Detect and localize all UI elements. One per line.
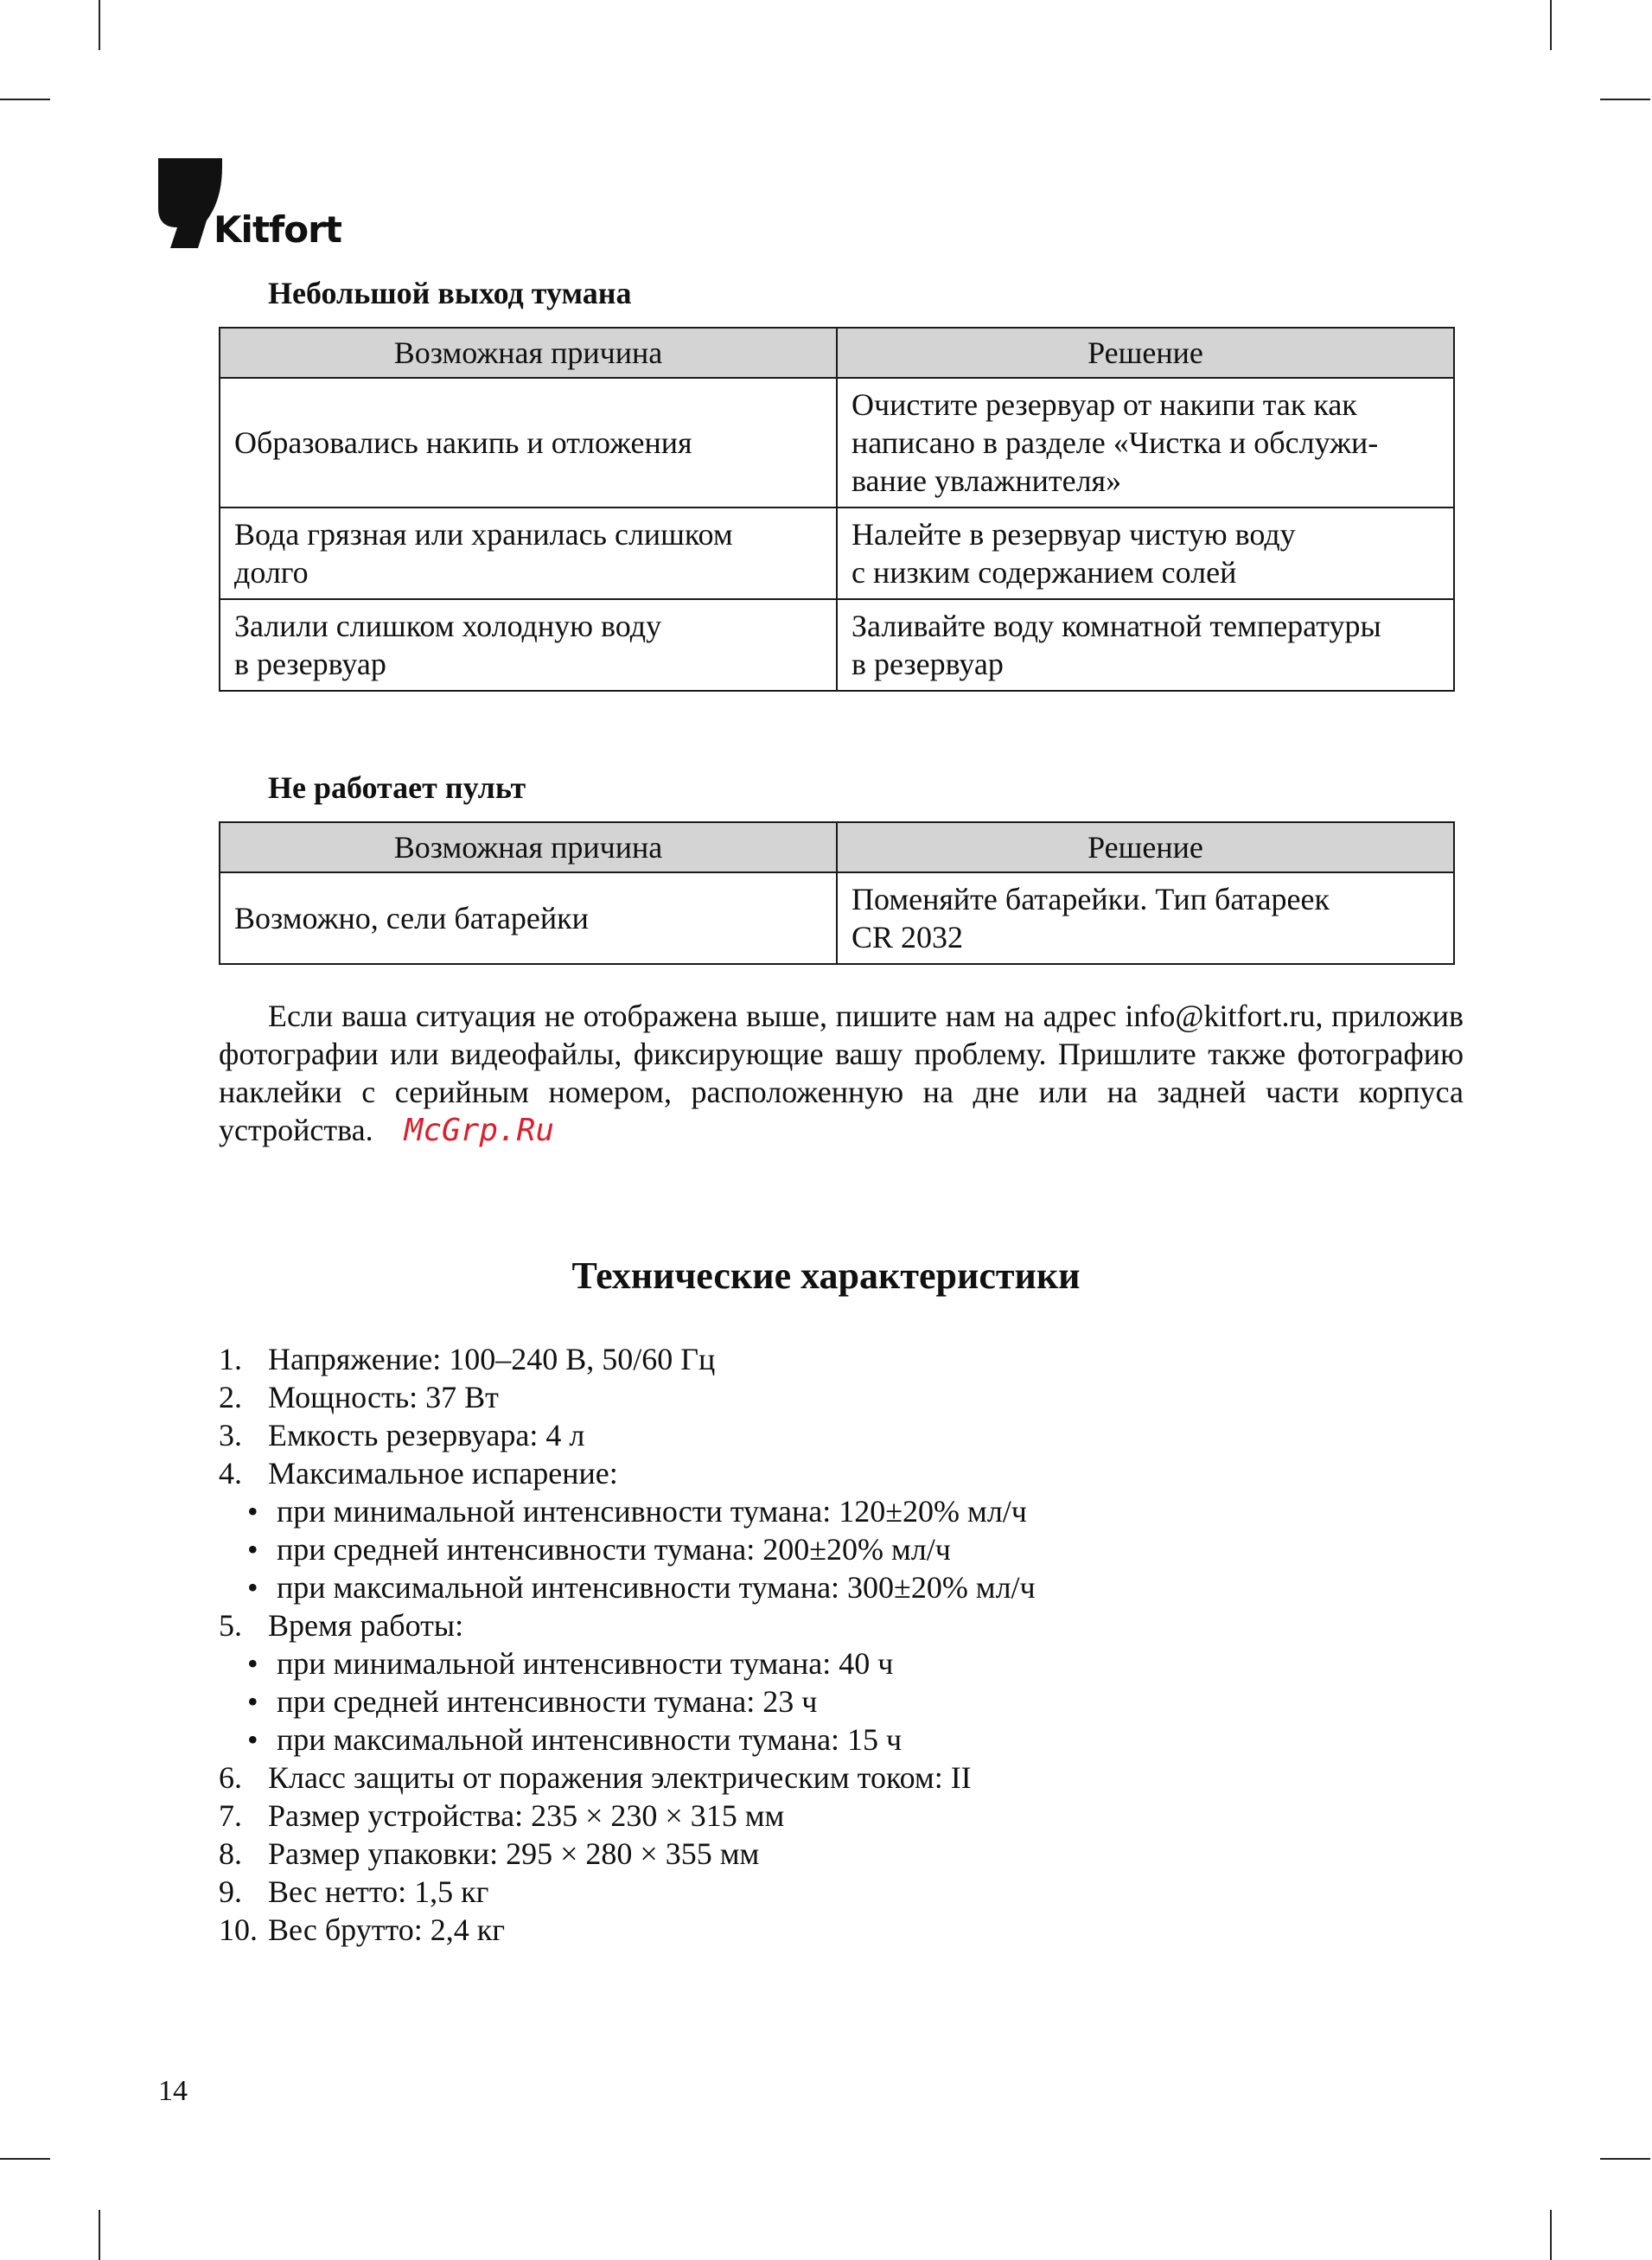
specs-list	[219, 1340, 1464, 1949]
spec-subitem	[247, 1530, 1464, 1568]
cause-cell: Залили слишком холодную воду в резервуар	[220, 599, 837, 691]
crop-mark	[0, 2158, 50, 2160]
brand-logo	[158, 158, 348, 253]
specs-title: Технические характеристики	[571, 1254, 1081, 1297]
crop-mark	[0, 99, 50, 100]
spec-item-number: 3.	[219, 1418, 242, 1452]
bullet-icon: •	[247, 1532, 258, 1567]
spec-item	[219, 1911, 1464, 1949]
spec-item-text: Вес нетто: 1,5 кг	[268, 1874, 489, 1909]
table-header-row	[220, 822, 1454, 872]
spec-item-text: Вес брутто: 2,4 кг	[268, 1912, 505, 1947]
spec-subitem	[247, 1492, 1464, 1530]
spec-subitem-text: при минимальной интенсивности тумана: 40 ч	[277, 1646, 894, 1681]
spec-item-text: Размер упаковки: 295 × 280 × 355 мм	[268, 1836, 760, 1871]
bullet-icon: •	[247, 1722, 258, 1757]
contact-paragraph	[219, 997, 1464, 1150]
spec-item-number: 7.	[219, 1798, 242, 1833]
solution-cell: Очистите резервуар от накипи так как написано в разделе «Чистка и обслужи- вание увлажнителя»	[837, 378, 1454, 508]
bullet-icon: •	[247, 1684, 258, 1719]
spec-item	[219, 1873, 1464, 1911]
brand-name: Kitfort	[214, 208, 341, 251]
solution-cell: Поменяйте батарейки. Тип батареек CR 2032	[837, 872, 1454, 964]
spec-item	[219, 1759, 1464, 1797]
bullet-icon: •	[247, 1494, 258, 1529]
troubleshooting-table-remote	[219, 821, 1455, 965]
spec-item	[219, 1378, 1464, 1416]
spec-item-number: 9.	[219, 1874, 242, 1909]
column-header-cause: Возможная причина	[220, 328, 837, 378]
bullet-icon: •	[247, 1646, 258, 1681]
table-row	[220, 508, 1454, 599]
spec-sublist	[219, 1492, 1464, 1606]
column-header-solution: Решение	[837, 822, 1454, 872]
spec-sublist	[219, 1644, 1464, 1759]
spec-item-text: Максимальное испарение:	[268, 1456, 618, 1491]
solution-cell: Заливайте воду комнатной температуры в резервуар	[837, 599, 1454, 691]
troubleshooting-table-low-mist	[219, 327, 1455, 692]
spec-item-number: 1.	[219, 1342, 242, 1376]
contact-text: Если ваша ситуация не отображена выше, пишите нам на адрес info@kitfort.ru, приложив фотографии или видеофайлы, фиксирующие вашу проблему. Пришлите также фотографию наклейки с серийным номером, расположенную на дне или на задней части корпуса устройства.	[219, 999, 1464, 1147]
column-header-solution: Решение	[837, 328, 1454, 378]
cause-cell: Образовались накипь и отложения	[220, 378, 837, 508]
spec-item	[219, 1835, 1464, 1873]
page-number: 14	[158, 2075, 188, 2107]
cause-cell: Вода грязная или хранилась слишком долго	[220, 508, 837, 599]
spec-subitem-text: при средней интенсивности тумана: 200±20% мл/ч	[277, 1532, 951, 1567]
spec-subitem	[247, 1644, 1464, 1682]
table-row	[220, 378, 1454, 508]
cause-cell: Возможно, сели батарейки	[220, 872, 837, 964]
crop-mark	[1550, 0, 1552, 50]
crop-mark	[99, 0, 100, 50]
spec-item	[219, 1340, 1464, 1378]
spec-item-number: 10.	[219, 1912, 258, 1947]
solution-cell: Налейте в резервуар чистую воду с низким содержанием солей	[837, 508, 1454, 599]
spec-item-text: Напряжение: 100–240 В, 50/60 Гц	[268, 1342, 716, 1376]
column-header-cause: Возможная причина	[220, 822, 837, 872]
spec-item-number: 8.	[219, 1836, 242, 1871]
bullet-icon: •	[247, 1570, 258, 1605]
spec-item-number: 6.	[219, 1760, 242, 1795]
crop-mark	[1600, 99, 1650, 100]
spec-subitem-text: при максимальной интенсивности тумана: 15 ч	[277, 1722, 903, 1757]
spec-subitem	[247, 1568, 1464, 1606]
crop-mark	[1550, 2210, 1552, 2260]
spec-item-text: Размер устройства: 235 × 230 × 315 мм	[268, 1798, 785, 1833]
spec-item	[219, 1416, 1464, 1454]
spec-item	[219, 1797, 1464, 1835]
spec-item-text: Класс защиты от поражения электрическим током: II	[268, 1760, 972, 1795]
spec-item-number: 2.	[219, 1380, 242, 1414]
spec-subitem-text: при минимальной интенсивности тумана: 120±20% мл/ч	[277, 1494, 1027, 1529]
table-header-row	[220, 328, 1454, 378]
spec-item-text: Мощность: 37 Вт	[268, 1380, 499, 1414]
section-heading-remote: Не работает пульт	[268, 770, 526, 805]
crop-mark	[1600, 2158, 1650, 2160]
spec-subitem-text: при средней интенсивности тумана: 23 ч	[277, 1684, 818, 1719]
spec-item	[219, 1606, 1464, 1644]
spec-subitem-text: при максимальной интенсивности тумана: 300±20% мл/ч	[277, 1570, 1036, 1605]
spec-item-number: 5.	[219, 1608, 242, 1643]
spec-item	[219, 1454, 1464, 1492]
table-row	[220, 872, 1454, 964]
spec-item-text: Время работы:	[268, 1608, 464, 1643]
spec-item-number: 4.	[219, 1456, 242, 1491]
spec-item-text: Емкость резервуара: 4 л	[268, 1418, 585, 1452]
section-heading-low-mist: Небольшой выход тумана	[268, 276, 632, 310]
watermark: McGrp.Ru	[404, 1113, 555, 1148]
table-row	[220, 599, 1454, 691]
crop-mark	[99, 2210, 100, 2260]
spec-subitem	[247, 1721, 1464, 1759]
spec-subitem	[247, 1682, 1464, 1721]
